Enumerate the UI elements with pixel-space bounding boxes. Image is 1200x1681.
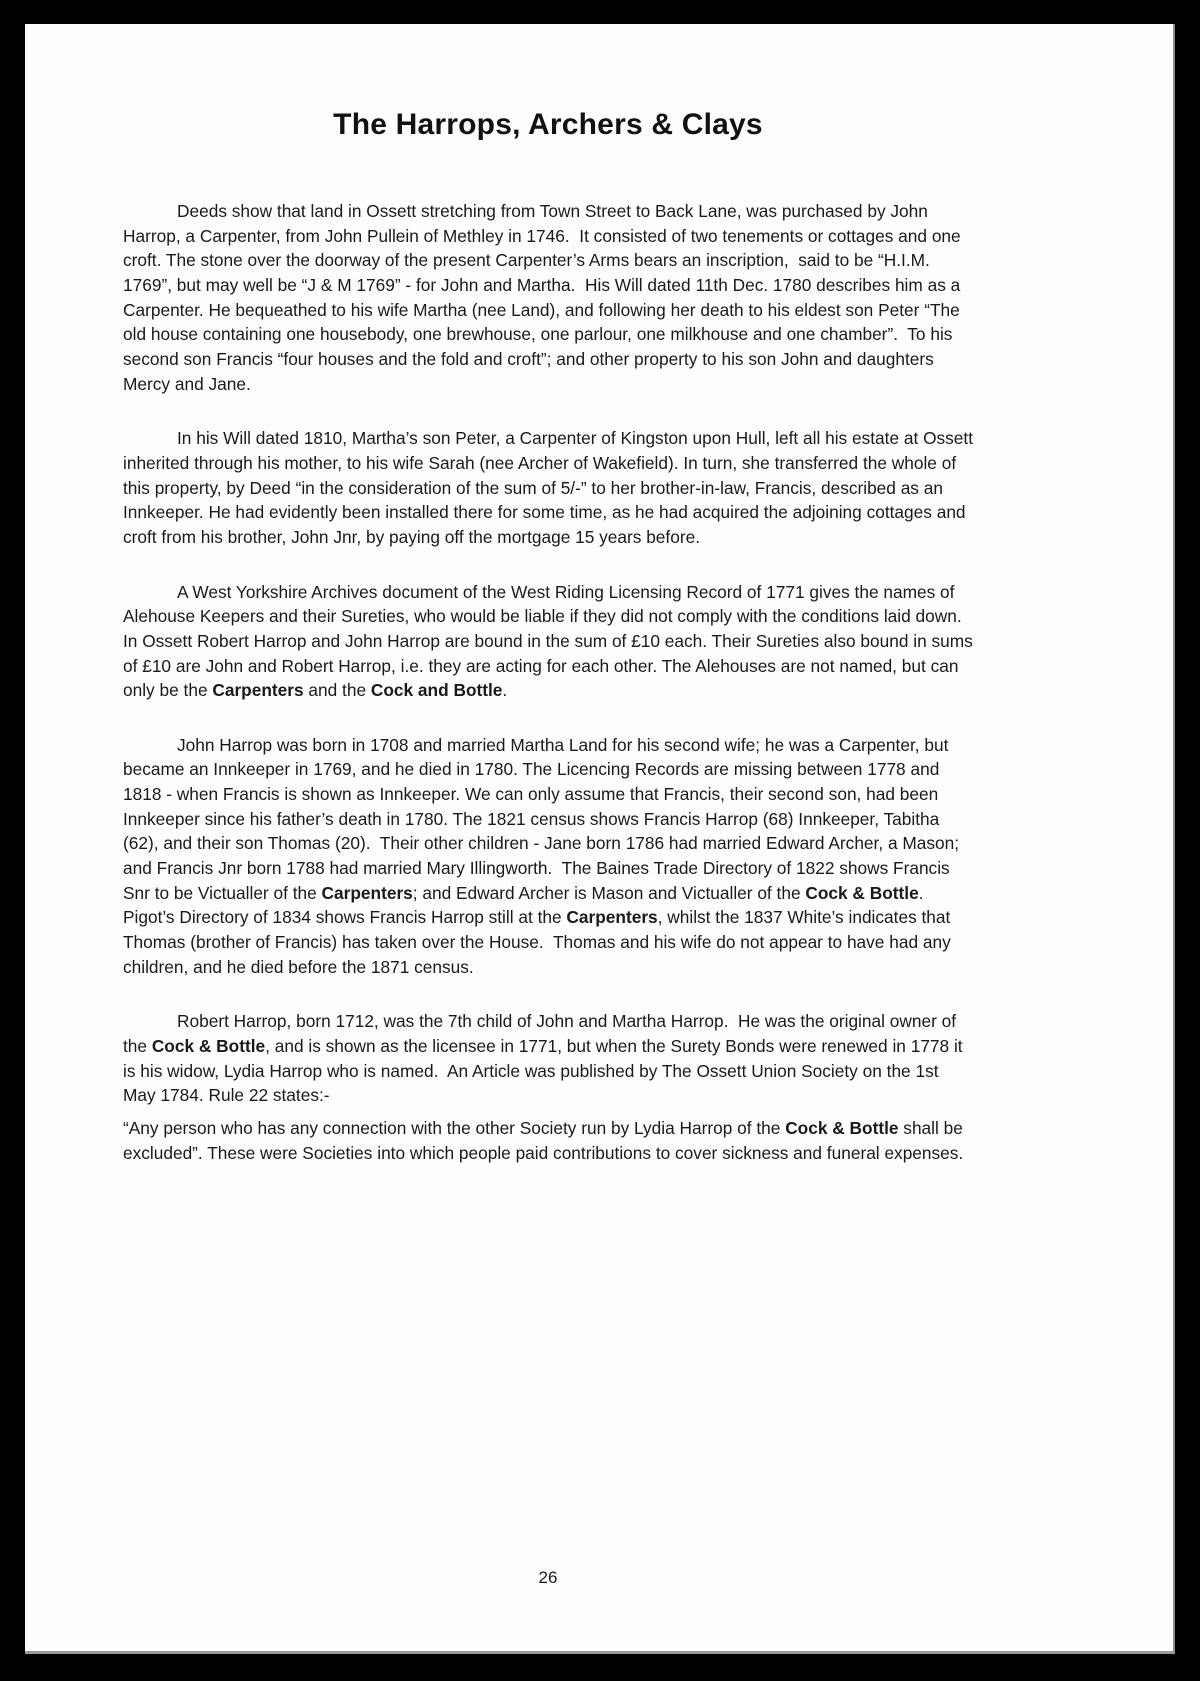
body-text: A West Yorkshire Archives document of the West Riding Licensing Record of 1771 gives the names of Alehouse Keepers and their Sureties, who would be liable if they did not comply with the conditions laid down. In Ossett Robert Harrop and John Harrop are bound in the sum of £10 each. Their Sureties also bound in sums of £10 are John and Robert Harrop, i.e. they are acting for each other. The Alehouses are not named, but can only be the bbox=[123, 581, 978, 701]
body-text: ; and Edward Archer is Mason and Victualler of the bbox=[412, 882, 806, 903]
body-text: Deeds show that land in Ossett stretching from Town Street to Back Lane, was purchased by John Harrop, a Carpenter, from John Pullein of Methley in 1746. It consisted of two tenements or cottages and one croft. The stone over the doorway of the present Carpenter’s Arms bears an inscription, said to be “H.I.M. 1769”, but may well be “J & M 1769” - for John and Martha. His Will dated 11th Dec. 1780 describes him as a Carpenter. He bequeathed to his wife Martha (nee Land), and following her death to his eldest son Peter “The old house containing one housebody, one brewhouse, one parlour, one milkhouse and one chamber”. To his second son Francis “four houses and the fold and croft”; and other property to his son John and daughters Mercy and Jane. bbox=[123, 201, 966, 394]
body-text: and the bbox=[303, 680, 371, 701]
paragraph bbox=[123, 733, 973, 980]
bold-text: Carpenters bbox=[212, 680, 304, 701]
page-title: The Harrops, Archers & Clays bbox=[333, 108, 763, 141]
bold-text: Cock & Bottle bbox=[151, 1036, 266, 1057]
paragraph bbox=[123, 580, 978, 703]
body-text: Robert Harrop, born 1712, was the 7th child of John and Martha Harrop. He was the original owner of the bbox=[123, 1011, 961, 1057]
body-text: , and is shown as the licensee in 1771, but when the Surety Bonds were renewed in 1778 it is his widow, Lydia Harrop who is named. An Article was published by The Ossett Union Society on the 1st May 1784. Rule 22 states:- bbox=[123, 1036, 968, 1106]
bold-text: Carpenters bbox=[566, 907, 658, 928]
body-text: shall be excluded”. These were Societies into which people paid contributions to cover sickness and funeral expenses. bbox=[123, 1118, 968, 1163]
bold-text: Cock and Bottle bbox=[370, 680, 503, 701]
document-page bbox=[25, 24, 1175, 1654]
paragraph bbox=[123, 1009, 973, 1108]
body-text: John Harrop was born in 1708 and married Martha Land for his second wife; he was a Carpenter, but became an Innkeeper in 1769, and he died in 1780. The Licencing Records are missing between 1778 and 1818 - when Francis is shown as Innkeeper. We can only assume that Francis, their second son, had been Innkeeper since his father’s death in 1780. The 1821 census shows Francis Harrop (68) Innkeeper, Tabitha (62), and their son Thomas (20). Their other children - Jane born 1786 had married Edward Archer, a Mason; and Francis Jnr born 1788 had married Mary Illingworth. The Baines Trade Directory of 1822 shows Francis Snr to be Victualler of the bbox=[123, 734, 964, 903]
body-text: “Any person who has any connection with the other Society run by Lydia Harrop of the bbox=[123, 1118, 786, 1138]
body-text: . bbox=[502, 680, 508, 701]
paragraph bbox=[123, 199, 973, 396]
body-text: . Pigot’s Directory of 1834 shows Francis Harrop still at the bbox=[123, 882, 934, 928]
body-text: , whilst the 1837 White’s indicates that Thomas (brother of Francis) has taken over the House. Thomas and his wife do not appear to have had any children, and he died before the 1871 census. bbox=[123, 907, 956, 977]
bold-text: Carpenters bbox=[321, 882, 413, 903]
paragraph bbox=[123, 426, 978, 549]
bold-text: Cock & Bottle bbox=[785, 1118, 899, 1138]
body-text: In his Will dated 1810, Martha’s son Peter, a Carpenter of Kingston upon Hull, left all his estate at Ossett inherited through his mother, to his wife Sarah (nee Archer of Wakefield). In turn, she transferred the whole of this property, by Deed “in the consideration of the sum of 5/-” to her brother-in-law, Francis, described as an Innkeeper. He had evidently been installed there for some time, as he had acquired the adjoining cottages and croft from his brother, John Jnr, by paying off the mortgage 15 years before. bbox=[123, 428, 978, 547]
paragraph bbox=[123, 1116, 973, 1165]
body-paragraphs bbox=[123, 199, 978, 1165]
document-content bbox=[123, 24, 978, 1195]
bold-text: Cock & Bottle bbox=[805, 882, 919, 903]
page-number: 26 bbox=[538, 1568, 558, 1587]
